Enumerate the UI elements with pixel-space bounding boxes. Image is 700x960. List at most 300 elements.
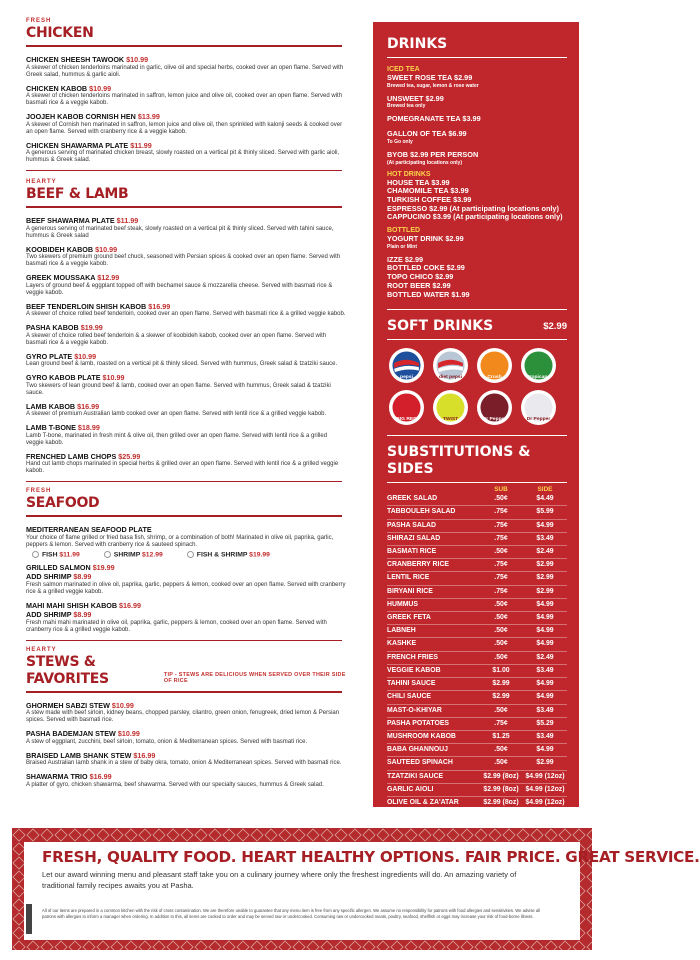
drink-name: GALLON OF TEA $6.99 [387,129,467,139]
side-name: BABA GHANNOUJ [387,746,448,754]
logo-label: BIG RED [396,417,417,423]
item-price: $12.99 [97,273,120,282]
drink-list [387,66,567,299]
item-title: PASHA KABOB [26,323,81,332]
item-name [26,374,346,383]
item-price: $16.99 [119,600,142,610]
menu-item [26,602,346,611]
panel-divider [387,339,567,340]
subs-row [387,520,567,533]
sub-price: $1.00 [492,666,510,674]
menu-item [26,611,346,634]
drink-item [387,151,567,166]
logo-label: diet pepsi [438,375,463,381]
drink-item [387,235,567,250]
subs-row [387,493,567,506]
drink-note: Brewed tea only [387,103,426,110]
menu-item [26,573,346,596]
menu-item [26,324,346,347]
drink-name: ROOT BEER $2.99 [387,280,451,290]
side-name: VEGGIE KABOB [387,666,441,674]
item-desc: A stew of eggplant, zucchini, beef sirloin, tomato, onion & Mediterranean spices. Served with basmati rice. [26,738,308,745]
sub-price: $2.99 [492,693,510,701]
side-name: PASHA SALAD [387,521,437,529]
menu-item [26,564,346,573]
side-name: GREEK FETA [387,614,431,622]
drink-name: YOGURT DRINK $2.99 [387,234,464,244]
side-name: KASHKE [387,640,417,648]
item-name [26,453,346,462]
drink-name: ESPRESSO $2.99 (At participating locations only) [387,203,559,213]
item-title: KOOBIDEH KABOB [26,244,96,254]
item-desc: A platter of gyro, chicken shawarma, beef shawarma. Served with our specialty sauces, hummus & Greek salad. [26,781,324,788]
subs-row [387,652,567,665]
side-price: $4.99 [536,627,554,635]
item-name [26,303,346,312]
seafood-option [32,551,80,558]
side-name: TZATZIKI SAUCE [387,772,444,780]
crush-logo-graphic [478,349,511,382]
section-title: STEWS & FAVORITES [26,653,109,687]
drink-name: SWEET ROSE TEA $2.99 [387,73,473,82]
item-name [26,403,346,412]
side-name: HUMMUS [387,600,419,608]
drinks-panel [373,22,579,807]
section-divider [26,45,342,47]
subs-row [387,533,567,546]
item-price: $8.99 [73,610,92,620]
side-name: CHILI SAUCE [387,693,432,701]
logo-label: Tropicana [526,375,551,381]
item-name [26,56,346,65]
side-price: $4.99 [536,614,554,622]
drink-name: UNSWEET $2.99 [387,93,444,103]
item-name [26,246,346,255]
section-kicker: FRESH [26,18,52,24]
sub-price: .75¢ [494,561,508,569]
item-title: CHICKEN KABOB [26,83,90,93]
menu-item [26,702,346,725]
item-price: $11.99 [130,140,152,150]
drink-item [387,95,567,110]
side-name: LABNEH [387,627,416,635]
diet-pepsi-logo-icon [433,348,468,383]
drink-name: TOPO CHICO $2.99 [387,272,454,282]
side-price: $4.49 [536,495,554,503]
item-desc: Lamb T-bone, marinated in fresh mint & olive oil, then grilled over an open flame. Served with lentil rice & a grilled veggie kabob. [26,432,328,446]
drink-name: BOTTLED COKE $2.99 [387,263,465,273]
logo-label: Dr Pepper [482,417,507,423]
sub-price: .75¢ [494,719,508,727]
item-title: GRILLED SALMON [26,562,93,572]
menu-item [26,752,346,768]
menu-item [26,730,346,746]
sub-price: .50¢ [494,746,508,754]
item-title: GREEK MOUSSAKA [26,273,98,282]
menu-item [26,773,346,789]
diet-pepsi-logo-graphic [434,349,467,382]
side-name: TABBOULEH SALAD [387,508,456,516]
panel-divider [387,435,567,436]
stews-section [26,647,346,789]
item-desc: A generous serving of marinated chicken breast, slowly roasted on a vertical pit & thinly sliced. Served with garlic aioli, hummus & Greek salad. [26,150,340,163]
item-price: $13.99 [137,112,160,121]
drinks-title: DRINKS [387,36,448,52]
item-title: JOOJEH KABOB CORNISH HEN [26,112,138,121]
item-title: SHAWARMA TRIO [26,772,90,782]
big-red-logo-graphic [390,391,423,424]
side-price: $2.99 [536,561,554,569]
side-price: $4.99 [536,680,554,688]
sub-price: .50¢ [494,706,508,714]
item-name [26,773,346,782]
item-title: LAMB KABOB [26,401,78,411]
menu-item [26,246,346,269]
subs-row [387,586,567,599]
item-title: GHORMEH SABZI STEW [26,700,112,710]
item-title: BRAISED LAMB SHANK STEW [26,750,134,760]
soft-drinks-price: $2.99 [543,321,567,333]
subs-header [387,486,567,493]
soft-drink-logos [389,348,567,425]
item-name [26,564,346,573]
item-name [26,217,346,226]
side-price: $4.99 [536,746,554,754]
item-name [26,274,346,283]
item-price: $16.99 [89,772,112,782]
item-desc: Braised Australian lamb shank in a stew of baby okra, tomato, onion & Mediterranean spices. Served with basmati rice. [26,760,342,767]
item-desc: A skewer of chicken tenderloins marinated in saffron, lemon juice and olive oil, cooked over an open flame. Served with basmati rice & a veggie kabob. [26,93,343,106]
drink-item [387,213,567,222]
seafood-option [104,551,163,558]
sub-price: .75¢ [494,587,508,595]
item-price: $16.99 [133,750,156,760]
side-price: $4.99 (12oz) [525,798,565,806]
item-title: LAMB T-BONE [26,423,78,432]
drink-note: Brewed tea, sugar, lemon & rose water [387,82,479,89]
menu-item [26,274,346,297]
item-name [26,602,346,611]
seafood-option [187,551,270,558]
side-price: $5.29 [536,719,554,727]
side-name: SAUTEED SPINACH [387,759,453,767]
item-desc: Lean ground beef & lamb, roasted on a vertical pit & thinly sliced. Served with hummus, Greek salad & tzatziki sauce. [26,361,338,367]
item-price: $19.99 [80,323,103,332]
sub-price: .50¢ [494,640,508,648]
drink-group-head: BOTTLED [387,227,421,235]
dr-pepper-logo-icon [477,390,512,425]
side-price: $4.99 [536,521,554,529]
side-name: SHIRAZI SALAD [387,534,441,542]
left-column [26,18,346,795]
drink-name: BOTTLED WATER $1.99 [387,289,470,299]
subs-row [387,625,567,638]
menu-item [26,113,346,136]
menu-item [26,526,346,558]
pepsi-logo-graphic [390,349,423,382]
sub-price: .75¢ [494,534,508,542]
item-list [26,702,346,789]
section-kicker: HEARTY [26,179,57,185]
subs-row [387,678,567,691]
drink-item [387,130,567,145]
side-price: $2.99 [536,759,554,767]
menu-item [26,142,346,165]
side-price: $5.99 [536,508,554,516]
item-desc: Two skewers of lean ground beef & lamb, cooked over an open flame. Served with hummus, Greek salad & tzatziki sauce. [26,382,331,396]
item-name [26,611,346,620]
item-desc: Your choice of flame grilled or fried basa fish, shrimp, or a combination of both! Marinated in olive oil, paprika, garlic, peppers & lemon. Served with cranberry rice & sauteed spinach. [26,534,334,548]
sub-price: $2.99 [492,680,510,688]
menu-item [26,424,346,447]
diet-dr-pepper-logo-graphic [522,391,555,424]
drink-item [387,74,567,89]
menu-item [26,403,346,419]
side-price: $4.99 (12oz) [525,785,565,793]
soft-drinks-title: SOFT DRINKS [387,318,494,335]
side-price: $2.99 [536,574,554,582]
option-label: FISH [42,550,60,558]
big-red-logo-icon [389,390,424,425]
item-price: $16.99 [148,301,171,311]
section-title: CHICKEN [26,25,94,41]
item-name [26,702,346,711]
item-desc: A skewer of choice rolled beef tenderloin & a skewer of koobideh kabob, cooked over an open flame. Served with basmati rice & a veggie kabob. [26,332,327,346]
item-price: $8.99 [73,572,92,582]
subs-row [387,744,567,757]
side-price: $4.99 [536,640,554,648]
item-price: $16.99 [77,401,100,411]
item-name [26,85,346,94]
item-title: CHICKEN SHAWARMA PLATE [26,140,131,150]
side-name: MAST-O-KHIYAR [387,706,442,714]
menu-item [26,56,346,79]
item-title: PASHA BADEMJAN STEW [26,729,118,739]
section-title: SEAFOOD [26,495,100,511]
item-price: $19.99 [92,562,115,572]
panel-divider [387,309,567,310]
drink-name: BYOB $2.99 PER PERSON [387,149,479,159]
item-title: FRENCHED LAMB CHOPS [26,451,119,461]
drink-note: Plain or Mint [387,243,417,250]
drink-name: CHAMOMILE TEA $3.99 [387,186,469,196]
item-title: GYRO KABOB PLATE [26,373,103,382]
item-name [26,730,346,739]
drink-note: (At participating locations only) [387,159,463,166]
sub-price: .50¢ [494,548,508,556]
sub-price: $2.99 (8oz) [483,772,519,780]
item-price: $10.99 [117,729,140,739]
side-name: GREEK SALAD [387,495,438,503]
side-price: $3.49 [536,706,554,714]
side-name: MUSHROOM KABOB [387,732,456,740]
section-title: BEEF & LAMB [26,186,129,202]
item-price: $10.99 [111,700,134,710]
section-kicker: FRESH [26,488,52,494]
option-label: FISH & SHRIMP [196,550,250,558]
subs-row [387,572,567,585]
menu-item [26,303,346,319]
diet-dr-pepper-logo-icon [521,390,556,425]
logo-label: Crush [487,375,502,381]
sub-price: .50¢ [494,600,508,608]
option-label: SHRIMP [113,550,142,558]
item-name [26,142,346,151]
item-desc: Two skewers of premium ground beef chuck, seasoned with Persian spices & cooked over an open flame. Served with basmati rice & a veggie kabob. [26,254,341,267]
side-name: OLIVE OIL & ZA'ATAR [387,798,459,806]
drink-item [387,115,567,124]
item-name [26,324,346,333]
drink-note: To Go only [387,138,413,145]
twist-logo-graphic [434,391,467,424]
sub-price: .50¢ [494,495,508,503]
drink-item [387,291,567,300]
item-title: BEEF TENDERLOIN SHISH KABOB [26,301,149,311]
logo-label: TWIST [442,417,459,423]
item-desc: A generous serving of marinated beef steak, slowly roasted on a vertical pit & thinly sliced. Served with tahini sauce, hummus & Greek salad [26,225,334,239]
subs-row [387,691,567,704]
crush-logo-icon [477,348,512,383]
radio-icon [32,551,39,558]
sub-price: $1.25 [492,732,510,740]
item-price: $18.99 [77,423,100,432]
subs-row [387,665,567,678]
item-price: $10.99 [126,55,149,64]
subs-row [387,612,567,625]
item-desc: A skewer of choice rolled beef tenderloin, cooked over an open flame. Served with basmati rice & a grilled veggie kabob. [26,311,346,317]
option-price: $11.99 [59,550,80,558]
sub-price: .50¢ [494,614,508,622]
subs-row [387,599,567,612]
side-name: GARLIC AIOLI [387,785,434,793]
side-price: $4.99 [536,600,554,608]
subs-row [387,757,567,770]
item-desc: A skewer of Cornish hen marinated in saffron, lemon juice and olive oil, then sprinkled with kalonji seeds & cooked over an open flame. Served with cranberry rice & a veggie kabob. [26,121,343,135]
subs-row [387,771,567,784]
drink-group-head: ICED TEA [387,66,420,73]
bottom-banner [12,828,700,950]
side-name: PASHA POTATOES [387,719,450,727]
chicken-section [26,18,346,164]
item-desc: A skewer of chicken tenderloins marinated in garlic, olive oil and special herbs, cooked over an open flame. Served with Greek salad, hummus & garlic aioli. [26,64,344,78]
side-name: LENTIL RICE [387,574,430,582]
side-price: $2.49 [536,653,554,661]
item-name: MEDITERRANEAN SEAFOOD PLATE [26,525,152,534]
sub-price: .50¢ [494,759,508,767]
item-price: $10.99 [95,244,118,254]
section-divider [26,515,342,517]
subs-row [387,718,567,731]
sub-price: $2.99 (8oz) [483,785,519,793]
sub-price: .75¢ [494,574,508,582]
pepsi-logo-icon [389,348,424,383]
subs-row [387,797,567,810]
drink-name: CAPPUCINO $3.99 (At participating locations only) [387,212,563,222]
side-name: CRANBERRY RICE [387,561,450,569]
side-price: $4.99 [536,693,554,701]
side-column-header: SIDE [537,486,553,494]
beef-lamb-section [26,179,346,475]
item-desc: A skewer of premium Australian lamb cooked over an open flame. Served with lentil rice & a grilled veggie kabob. [26,411,327,417]
item-name [26,353,346,362]
side-price: $3.49 [536,732,554,740]
option-price: $19.99 [249,550,270,558]
side-price: $2.49 [536,548,554,556]
menu-item [26,374,346,397]
side-price: $2.99 [536,587,554,595]
item-list [26,564,346,634]
section-kicker: HEARTY [26,646,57,653]
item-desc: Fresh salmon marinated in olive oil, paprika, garlic, peppers & lemon, cooked over an open flame. Served with cranberry rice & a grilled veggie kabob. [26,581,346,595]
item-title: BEEF SHAWARMA PLATE [26,216,117,225]
section-divider [26,691,342,693]
side-price: $3.49 [536,666,554,674]
menu-item [26,217,346,240]
menu-item [26,453,346,476]
banner-tagline: FRESH, QUALITY FOOD. HEART HEALTHY OPTIONS. FAIR PRICE. GREAT SERVICE. [42,848,700,866]
sub-column-header: SUB [494,486,508,494]
sub-price: $2.99 (8oz) [483,798,519,806]
option-list [32,551,346,558]
item-price: $10.99 [102,373,125,382]
subs-row [387,546,567,559]
disclaimer-tab [26,904,32,934]
item-price: $10.99 [74,351,97,361]
banner-intro: Let our award winning menu and pleasant staff take you on a culinary journey where only the freshest ingredients will do. An amazing variety of traditional family recipes awaits you at Pasha. [42,870,517,890]
subs-title: SUBSTITUTIONS & SIDES [387,444,531,478]
item-price: $10.99 [89,83,112,93]
item-name [26,113,346,122]
item-title: MAHI MAHI SHISH KABOB [26,600,120,610]
subs-table [387,493,567,810]
item-title: ADD SHRIMP [26,572,74,582]
dr-pepper-logo-graphic [478,391,511,424]
tropicana-logo-icon [521,348,556,383]
item-title: GYRO PLATE [26,351,75,361]
item-desc: A stew made with beef sirloin, kidney beans, chopped parsley, cilantro, green onion, fenugreek, dried lemon & Persian spices. Served with basmati rice. [26,710,340,724]
item-title: CHICKEN SHEESH TAWOOK [26,55,127,64]
panel-divider [387,482,567,483]
drink-name: TURKISH COFFEE $3.99 [387,194,472,204]
side-price: $3.49 [536,534,554,542]
logo-label: pepsi [400,375,413,381]
disclaimer-text: All of our items are prepared in a common kitchen with the risk of cross contamination. We are therefore unable to guarantee that any menu item is free from any specific allergen. We assume no responsibility for patrons with food allergies and sensitivities. We advise all patrons with allergies to inform a manager when ordering. In addition to this, all items are cooked to order and may be served raw or undercooked. Consuming raw or undercooked meats, poultry, seafood, shellfish or eggs may increase your risk of food-borne illness. [42,908,541,919]
sub-price: .50¢ [494,653,508,661]
item-list [26,217,346,475]
subs-row [387,559,567,572]
menu-item [26,353,346,369]
subs-row [387,638,567,651]
radio-icon [104,551,111,558]
twist-logo-icon [433,390,468,425]
subs-row [387,731,567,744]
panel-divider [387,57,567,58]
subs-row [387,506,567,519]
menu-item [26,85,346,108]
section-divider [26,481,342,482]
item-desc: Layers of ground beef & eggplant topped off with bechamel sauce & mozzarella cheese. Served with basmati rice & veggie kabob. [26,282,333,296]
section-divider [26,170,342,171]
drink-group-head: HOT DRINKS [387,170,431,178]
tropicana-logo-graphic [522,349,555,382]
logo-label: Dr Pepper [526,417,551,423]
stews-tip: TIP - STEWS ARE DELICIOUS WHEN SERVED OVER THEIR SIDE OF RICE [163,671,346,684]
radio-icon [187,551,194,558]
drink-name: POMEGRANATE TEA $3.99 [387,114,481,124]
side-name: BASMATI RICE [387,548,437,556]
sub-price: .75¢ [494,508,508,516]
section-divider [26,640,342,641]
